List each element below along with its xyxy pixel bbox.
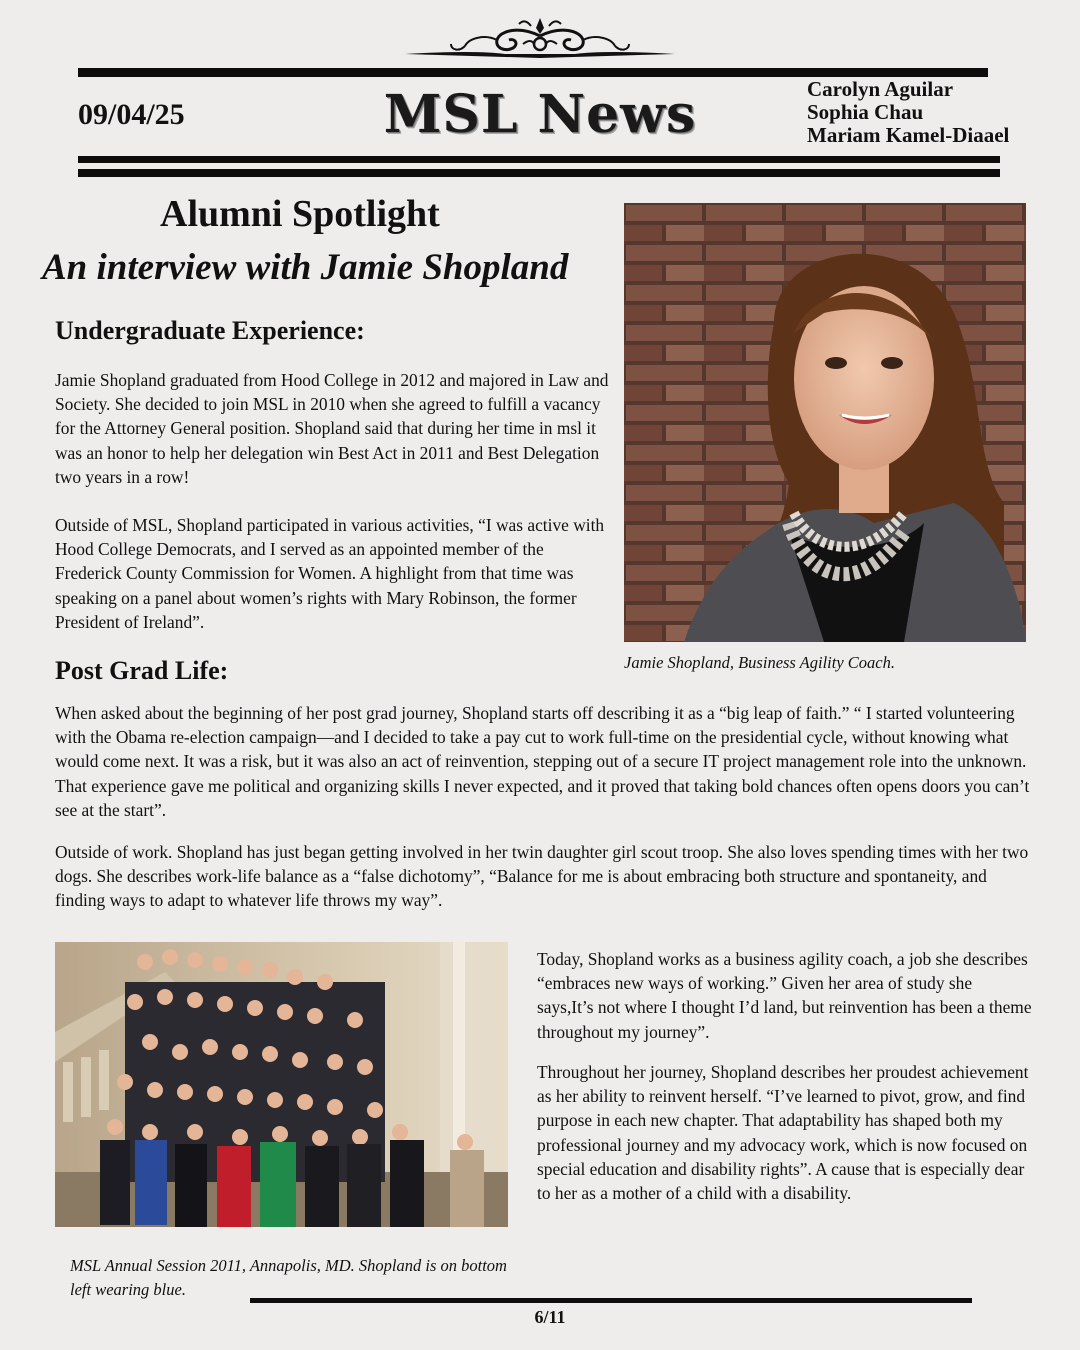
masthead-ornament (405, 14, 675, 62)
paragraph-undergrad-2: Outside of MSL, Shopland participated in various activities, “I was active with Hood College Democrats, and I served as an appointed member of the Frederick County Commission for Women. A highlight from that time was speaking on a panel about women’s rights with Mary Robinson, the former President of Ireland”. (55, 515, 605, 632)
masthead-title: MSL News (383, 84, 697, 145)
author-name: Sophia Chau (807, 100, 924, 124)
portrait-caption: Jamie Shopland, Business Agility Coach. (624, 653, 896, 672)
paragraph-undergrad-1: Jamie Shopland graduated from Hood College in 2012 and majored in Law and Society. She decided to join MSL in 2010 when she agreed to fulfill a vacancy for the Attorney General position. Shopland said that during her time in msl it was an honor to help her delegation win Best Act in 2011 and Best Delegation two years in a row! (55, 370, 609, 487)
author-name: Mariam Kamel-Diaael (807, 123, 1010, 147)
header-bottom-rule-2 (78, 169, 1000, 177)
article-subtitle: An interview with Jamie Shopland (42, 247, 569, 288)
author-list (807, 78, 1009, 147)
portrait-photo (624, 203, 1026, 642)
section-heading-undergrad: Undergraduate Experience: (55, 316, 365, 345)
author-name: Carolyn Aguilar (807, 77, 954, 101)
issue-date: 09/04/25 (78, 98, 185, 131)
header-bottom-rule-1 (78, 156, 1000, 163)
group-photo (55, 942, 508, 1227)
section-heading-postgrad: Post Grad Life: (55, 656, 229, 685)
group-photo-caption: MSL Annual Session 2011, Annapolis, MD. Shopland is on bottom left wearing blue. (70, 1256, 507, 1299)
footer-rule (250, 1298, 972, 1303)
paragraph-postgrad-4: Throughout her journey, Shopland describes her proudest achievement as her ability to reinvent herself. “I’ve learned to pivot, grow, and find purpose in each new chapter. That adaptability has shaped both my professional journey and my advocacy work, which is now focused on special education and disability rights”. A cause that is especially dear to her as a mother of a child with a disability. (537, 1062, 1029, 1204)
page-number: 6/11 (534, 1307, 566, 1327)
paragraph-postgrad-3: Today, Shopland works as a business agility coach, a job she describes “embraces new ways of working.” Given her area of study she says,It’s not where I thought I’d land, but reinvention has been a theme throughout my journey”. (537, 949, 1032, 1042)
article-title: Alumni Spotlight (160, 193, 440, 235)
paragraph-postgrad-2: Outside of work. Shopland has just began getting involved in her twin daughter girl scout troop. She also loves spending times with her two dogs. She describes work-life balance as a “false dichotomy”, “Balance for me is about embracing both structure and spontaneity, and finding ways to adapt to whatever life throws my way”. (55, 842, 1029, 911)
paragraph-postgrad-1: When asked about the beginning of her post grad journey, Shopland starts off describing it as a “big leap of faith.” “ I started volunteering with the Obama re-election campaign—and I decided to take a pay cut to work full-time on the presidential cycle, without knowing what would come next. It was a risk, but it was also an act of reinvention, stepping out of a secure IT project management role into the unknown. That experience gave me political and organizing skills I never expected, and it proved that taking bold chances often opens doors you can’t see at the start”. (55, 703, 1030, 820)
header-top-rule (78, 68, 988, 77)
